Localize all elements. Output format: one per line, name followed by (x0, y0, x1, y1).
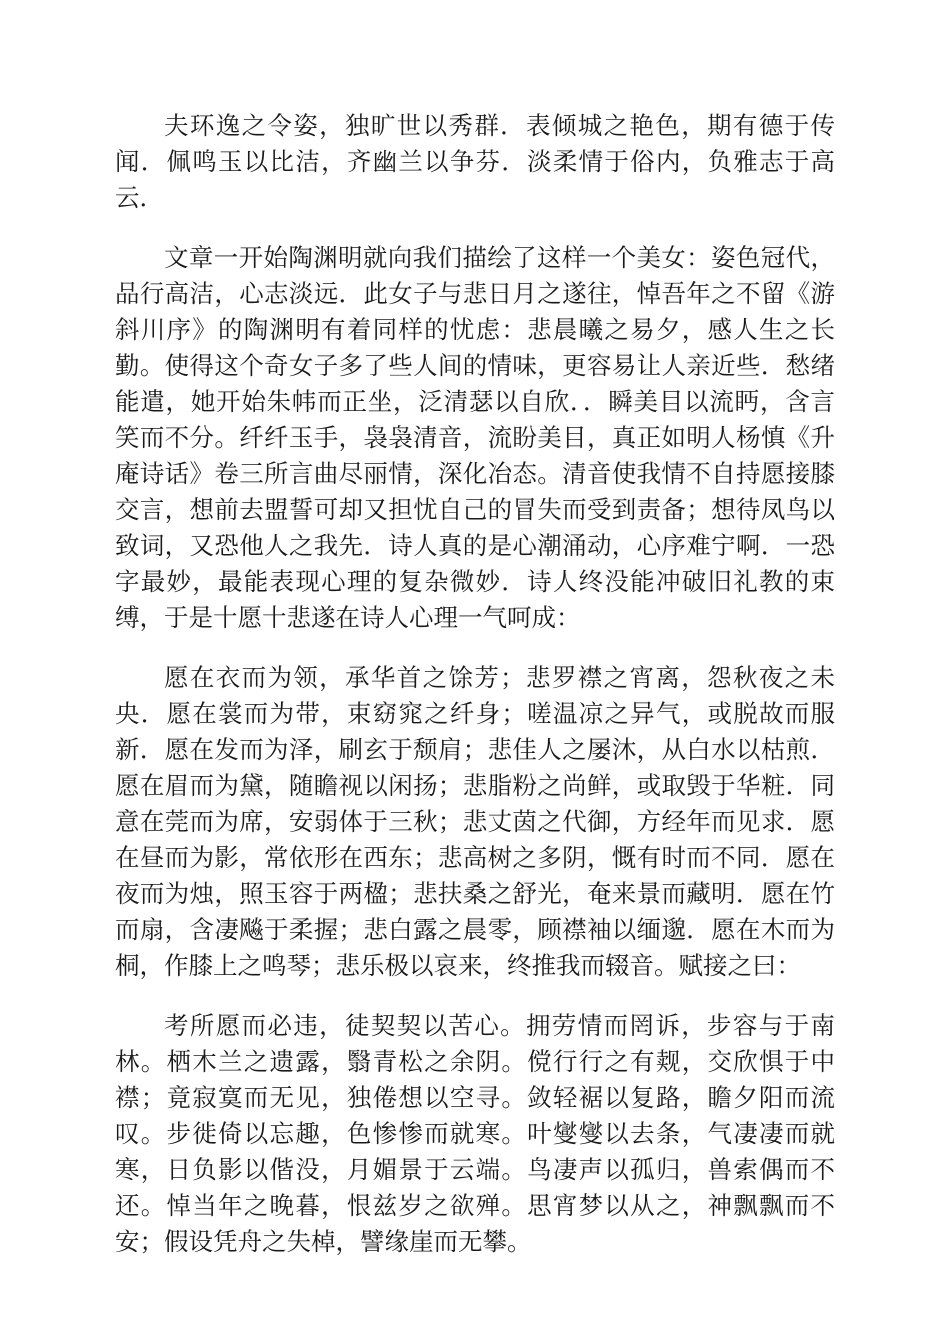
paragraph-opening-verse: 夫环逸之令姿，独旷世以秀群．表倾城之艳色，期有德于传闻．佩鸣玉以比洁，齐幽兰以争芬．淡柔情于俗内，负雅志于高云． (115, 111, 835, 212)
paragraph-commentary: 文章一开始陶渊明就向我们描绘了这样一个美女：姿色冠代，品行高洁，心志淡远．此女子与悲日月之遂往，悼吾年之不留《游斜川序》的陶渊明有着同样的忧虑：悲晨曦之易夕，感人生之长勤。使得这个奇女子多了些人间的情味，更容易让人亲近些．愁绪能遣，她开始朱帏而正坐，泛清瑟以自欣．．瞬美目以流眄，含言笑而不分。纤纤玉手，袅袅清音，流盼美目，真正如明人杨慎《升庵诗话》卷三所言曲尽丽情，深化冶态。清音使我情不自持愿接膝交言，想前去盟誓可却又担忧自己的冒失而受到责备；想待凤鸟以致词，又恐他人之我先．诗人真的是心潮涌动，心序难宁啊．一恐字最妙，最能表现心理的复杂微妙．诗人终没能冲破旧礼教的束缚，于是十愿十悲遂在诗人心理一气呵成： (115, 243, 835, 632)
paragraph-ten-wishes: 愿在衣而为领，承华首之馀芳；悲罗襟之宵离，怨秋夜之未央．愿在裳而为带，束窈窕之纤身；嗟温凉之异气，或脱故而服新．愿在发而为泽，刷玄于颓肩；悲佳人之屡沐，从白水以枯煎．愿在眉而为黛，随瞻视以闲扬；悲脂粉之尚鲜，或取毁于华粧．同意在莞而为席，安弱体于三秋；悲丈茵之代御，方经年而见求．愿在昼而为影，常依形在西东；悲高树之多阴，慨有时而不同．愿在夜而为烛，照玉容于两楹；悲扶桑之舒光，奄来景而藏明．愿在竹而扇，含凄飚于柔握；悲白露之晨零，顾襟袖以缅邈．愿在木而为桐，作膝上之鸣琴；悲乐极以哀来，终推我而辍音。赋接之曰： (115, 663, 835, 980)
paragraph-closing-verse: 考所愿而必违，徒契契以苦心。拥劳情而罔诉，步容与于南林。栖木兰之遗露，翳青松之余阴。傥行行之有觌，交欣惧于中襟；竟寂寞而无见，独倦想以空寻。敛轻裾以复路，瞻夕阳而流叹。步徙倚以忘趣，色惨惨而就寒。叶燮燮以去条，气凄凄而就寒，日负影以偕没，月媚景于云端。鸟凄声以孤归，兽索偶而不还。悼当年之晚暮，恨兹岁之欲殚。思宵梦以从之，神飘飘而不安；假设凭舟之失棹，譬缘崖而无攀。 (115, 1011, 835, 1256)
document-page (115, 108, 835, 1282)
